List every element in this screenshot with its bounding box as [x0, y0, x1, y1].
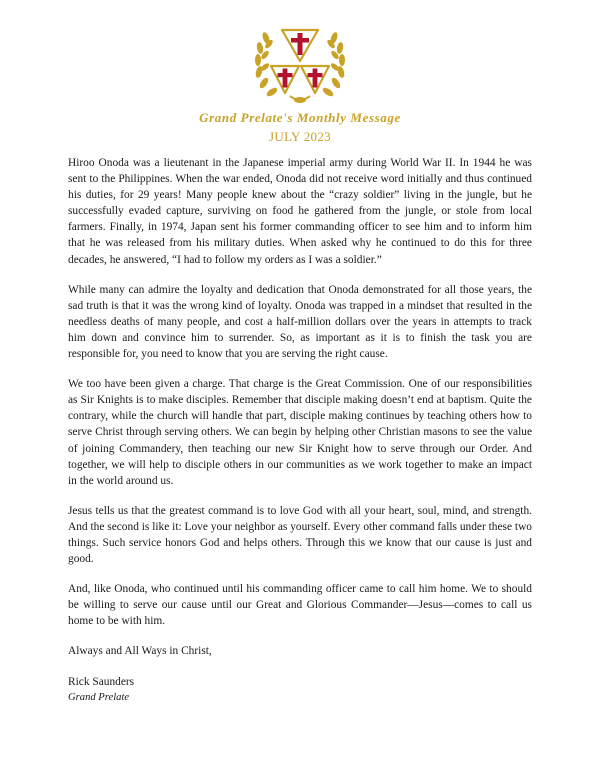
signature-title: Grand Prelate	[68, 691, 130, 703]
commandery-emblem-icon	[252, 24, 348, 108]
page-title: Grand Prelate's Monthly Message	[199, 110, 401, 125]
laurel-left-icon	[255, 31, 279, 98]
paragraph-3: We too have been given a charge. That charge is the Great Commission. One of our responsibilities as Sir Knights is to make disciples. Remember that disciple making doesn’t end at baptism. Quite the contrary, while the church will handle that part, disciple making continues by teaching others how to serve Christ through serving others. We can begin by helping other Christian masons to see the value of joining Commandery, then teaching our new Sir Knight how to serve through our Order. And together, we will help to disciple others in our communities as we work together to make an impact in the world around us.	[68, 378, 532, 487]
paragraph-2: While many can admire the loyalty and dedication that Onoda demonstrated for all those years, the sad truth is that it was the wrong kind of loyalty. Onoda was trapped in a mindset that resulted in the needless deaths of many people, and cost a half-million dollars over the years in attempts to track him down and convince him to surrender. So, as important as it is to finish the task you are responsible for, you need to know that you are serving the right cause.	[68, 283, 532, 361]
closing-line: Always and All Ways in Christ,	[68, 645, 212, 658]
paragraph-4: Jesus tells us that the greatest command is to love God with all your heart, soul, mind, and strength. And the second is like it: Love your neighbor as yourself. Every other command falls under these two things. Such service honors God and helps others. Through this we know that our cause is just and good.	[68, 504, 532, 566]
signature-name: Rick Saunders	[68, 675, 135, 688]
laurel-right-icon	[321, 31, 345, 98]
issue-date: JULY 2023	[269, 129, 331, 144]
message-body	[68, 155, 532, 706]
paragraph-1: Hiroo Onoda was a lieutenant in the Japanese imperial army during World War II. In 1944 he was sent to the Philippines. When the war ended, Onoda did not receive word initially and thus continued his duties, for 29 years! Many people knew about the “crazy soldier” living in the jungle, but he successfully evaded capture, surviving on food he gathered from the jungle, or stole from local farmers. Finally, in 1974, Japan sent his former commanding officer to see him and to inform him that he was released from his military duties. When asked why he continued to do this for three decades, he answered, “I had to follow my orders as I was a soldier.”	[68, 157, 532, 266]
paragraph-5: And, like Onoda, who continued until his commanding officer came to call him home. We to should be willing to serve our cause until our Great and Glorious Commander—Jesus—comes to call us home to be with him.	[68, 583, 532, 628]
